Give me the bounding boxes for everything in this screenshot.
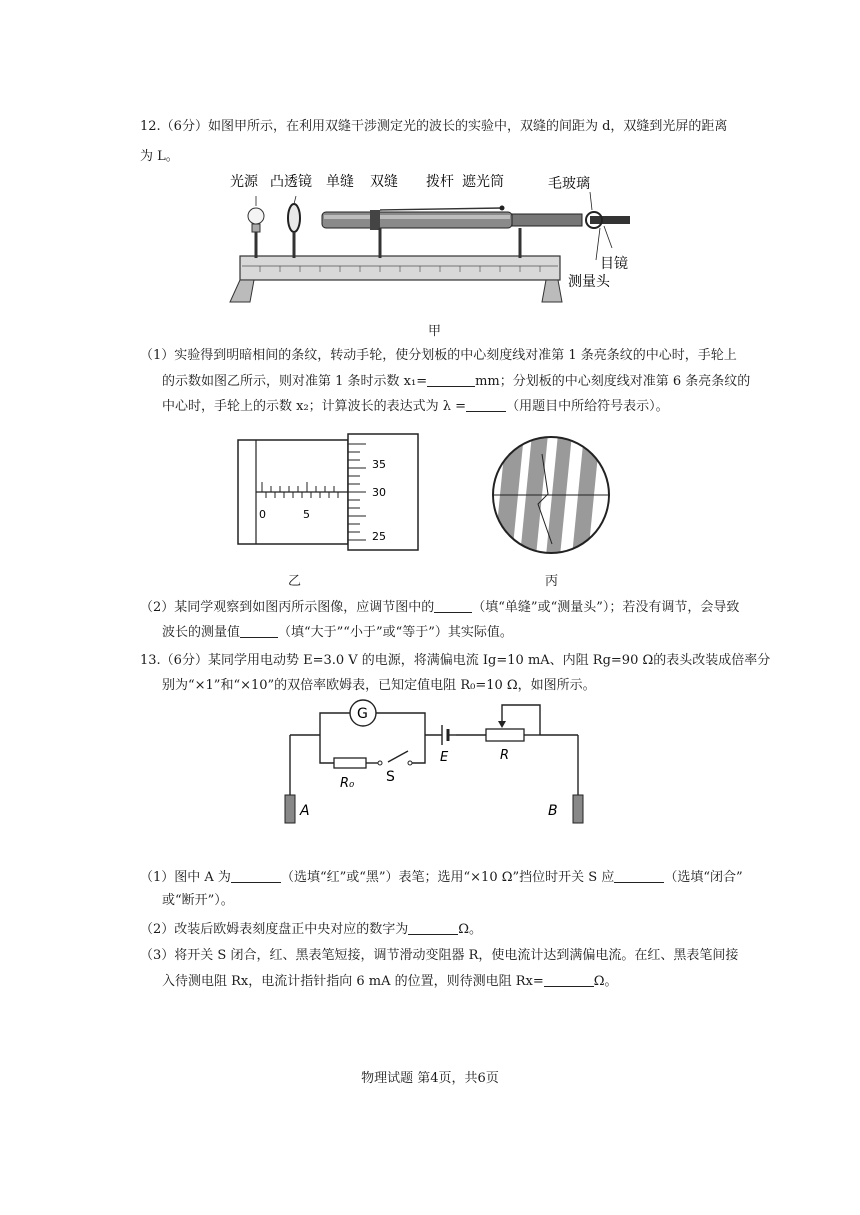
- caption-bing: 丙: [545, 574, 559, 589]
- answer-blank-switch-state[interactable]: [614, 868, 664, 883]
- q12-part1-line1: （1）实验得到明暗相间的条纹，转动手轮，使分划板的中心刻度线对准第 1 条亮条纹的中心时，手轮上: [140, 348, 737, 363]
- switch-label: S: [386, 769, 395, 785]
- answer-blank-compare[interactable]: [240, 623, 278, 638]
- rheostat-label: R: [500, 748, 510, 763]
- answer-blank-probe-color[interactable]: [231, 868, 281, 883]
- q13-part3-line2: 入待测电阻 Rx，电流计指针指向 6 mA 的位置，则待测电阻 Rx= Ω。: [162, 974, 618, 989]
- answer-blank-lambda[interactable]: [466, 397, 506, 412]
- figure-yi-micrometer: [236, 432, 426, 552]
- figure-bing-fringes: [490, 434, 612, 556]
- answer-blank-rx[interactable]: [544, 972, 594, 987]
- q12-part1-line2: 的示数如图乙所示，则对准第 1 条时示数 x₁= mm；分划板的中心刻度线对准第 6 条亮条纹的: [162, 374, 751, 389]
- q12-part1-line3: 中心时，手轮上的示数 x₂；计算波长的表达式为 λ = （用题目中所给符号表示）。: [162, 399, 669, 414]
- probe-a-label: A: [300, 803, 310, 819]
- tick-thimble-25: 25: [372, 530, 386, 543]
- q13-part1-line2: 或“断开”）。: [162, 893, 234, 908]
- label-light-source: 光源: [230, 174, 258, 190]
- caption-yi: 乙: [288, 574, 302, 589]
- figure-circuit: [280, 695, 600, 835]
- caption-jia: 甲: [428, 324, 442, 339]
- label-frosted-glass: 毛玻璃: [548, 176, 590, 192]
- figure-jia-apparatus: [220, 170, 640, 310]
- q12-part2-line2: 波长的测量值 （填“大于”“小于”或“等于”）其实际值。: [162, 625, 513, 640]
- label-shade-tube: 遮光筒: [462, 174, 504, 190]
- q13-header: 13.（6分）某同学用电动势 E=3.0 V 的电源，将满偏电流 Ig=10 mA、内阻 Rg=90 Ω的表头改装成倍率分: [140, 653, 771, 668]
- q12-header: 12.（6分）如图甲所示，在利用双缝干涉测定光的波长的实验中，双缝的间距为 d，双缝到光屏的距离: [140, 119, 728, 134]
- q12-header-cont: 为 L。: [140, 149, 179, 164]
- answer-blank-adjust[interactable]: [434, 598, 472, 613]
- emf-label: E: [440, 750, 449, 765]
- answer-blank-mid-scale[interactable]: [408, 920, 458, 935]
- q13-part1-line1: （1）图中 A 为 （选填“红”或“黑”）表笔；选用“×10 Ω”挡位时开关 S 应 （选填“闭合”: [140, 870, 743, 885]
- q13-part2: （2）改装后欧姆表刻度盘正中央对应的数字为 Ω。: [140, 922, 483, 937]
- q13-part3-line1: （3）将开关 S 闭合，红、黑表笔短接，调节滑动变阻器 R，使电流计达到满偏电流。在红、黑表笔间接: [140, 948, 739, 963]
- q13-header-cont: 别为“×1”和“×10”的双倍率欧姆表，已知定值电阻 R₀=10 Ω，如图所示。: [162, 678, 596, 693]
- label-measuring-head: 测量头: [568, 274, 610, 290]
- probe-b-label: B: [548, 803, 558, 819]
- label-convex-lens: 凸透镜: [270, 174, 312, 190]
- tick-main-0: 0: [259, 508, 266, 521]
- q12-part2-line1: （2）某同学观察到如图丙所示图像，应调节图中的 （填“单缝”或“测量头”）；若没有调节，会导致: [140, 600, 740, 615]
- label-single-slit: 单缝: [326, 174, 354, 190]
- page-footer: 物理试题 第4页，共6页: [361, 1071, 499, 1086]
- r0-label: R₀: [340, 776, 355, 791]
- label-double-slit: 双缝: [370, 174, 398, 190]
- tick-thimble-35: 35: [372, 458, 386, 471]
- galvanometer-label: G: [357, 706, 368, 722]
- label-lever: 拨杆: [426, 174, 454, 190]
- label-eyepiece: 目镜: [600, 256, 628, 272]
- tick-main-5: 5: [303, 508, 310, 521]
- tick-thimble-30: 30: [372, 486, 386, 499]
- answer-blank-x1[interactable]: [427, 372, 475, 387]
